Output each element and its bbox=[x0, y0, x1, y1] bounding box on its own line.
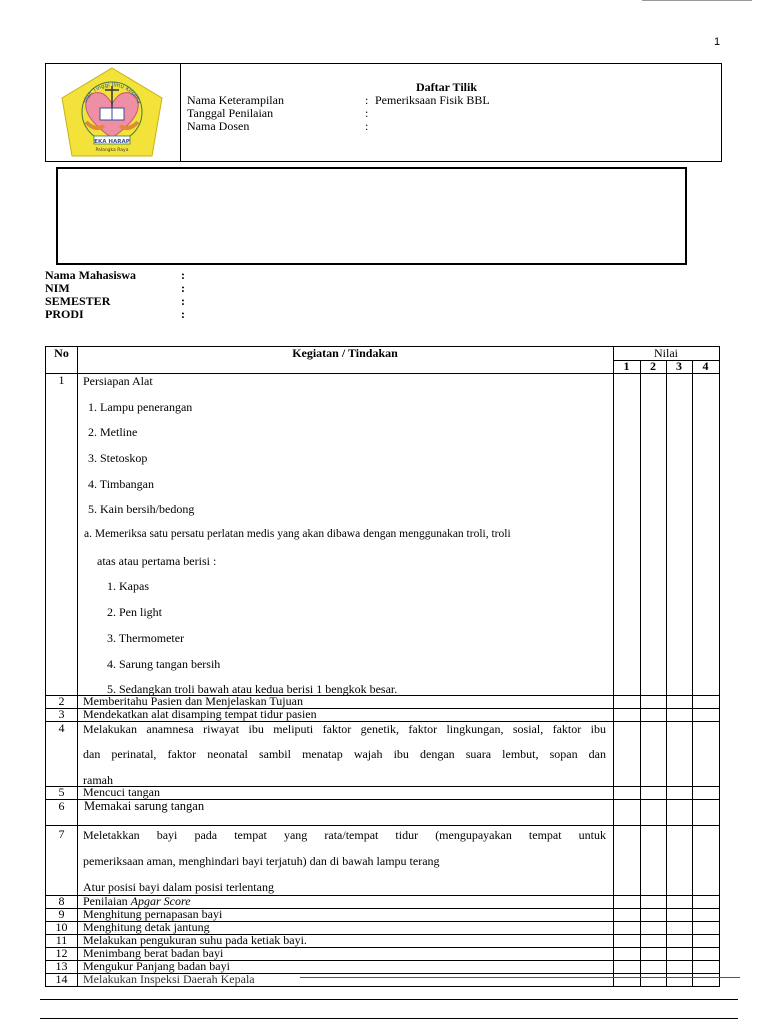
list-item: 5. Sedangkan troli bawah atau kedua berisi 1 bengkok besar. bbox=[107, 682, 398, 696]
list-item: 4. Sarung tangan bersih bbox=[107, 657, 221, 671]
student-info bbox=[45, 269, 185, 321]
list-item: 3. Thermometer bbox=[107, 631, 185, 645]
logo-cell bbox=[46, 64, 181, 161]
score-col-1: 1 bbox=[623, 359, 630, 373]
row-text: pemeriksaan aman, menghindari bayi terjatuh) dan di bawah lampu terang bbox=[83, 854, 440, 868]
student-semester-row: SEMESTER : bbox=[45, 294, 185, 308]
row-text: a. Memeriksa satu persatu perlatan medis yang akan dibawa dengan menggunakan troli, troli bbox=[84, 528, 511, 540]
tool-item: 2. Metline bbox=[88, 425, 138, 439]
page-number: 1 bbox=[714, 36, 721, 48]
header-title: Daftar Tilik bbox=[416, 80, 478, 94]
score-col-3: 3 bbox=[676, 359, 682, 373]
row-text: Penilaian Apgar Score bbox=[83, 894, 191, 908]
tool-item: 1. Lampu penerangan bbox=[88, 400, 193, 414]
row-text: Mengukur Panjang badan bayi bbox=[83, 959, 230, 973]
student-name-row: Nama Mahasiswa : bbox=[45, 268, 185, 282]
row-text: Meletakkan bayi pada tempat yang rata/tempat tidur (mengupayakan tempat untuk bbox=[83, 828, 606, 842]
col-header-activity: Kegiatan / Tindakan bbox=[292, 346, 398, 360]
row-text: Menghitung pernapasan bayi bbox=[83, 907, 223, 921]
row-text: Mendekatkan alat disamping tempat tidur pasien bbox=[83, 707, 317, 721]
student-nim-row: NIM : bbox=[45, 281, 185, 295]
col-header-score: Nilai bbox=[654, 346, 678, 360]
score-col-2: 2 bbox=[650, 359, 656, 373]
row-divider bbox=[46, 825, 719, 826]
bottom-rule bbox=[40, 1018, 738, 1019]
row-number: 8 bbox=[58, 894, 65, 908]
row-number: 13 bbox=[55, 959, 68, 973]
list-item: 1. Kapas bbox=[107, 579, 149, 593]
header-row-date: Tanggal Penilaian : bbox=[187, 106, 369, 120]
student-prodi-row: PRODI : bbox=[45, 307, 185, 321]
row-text: Melakukan anamnesa riwayat ibu meliputi faktor genetik, faktor lingkungan, sosial, faktor ibu bbox=[83, 722, 606, 736]
row-number: 9 bbox=[58, 907, 65, 921]
svg-text:EKA HARAP: EKA HARAP bbox=[94, 139, 130, 145]
col-divider bbox=[692, 360, 693, 986]
svg-text:Palangka Raya: Palangka Raya bbox=[95, 148, 129, 153]
row-text: Melakukan pengukuran suhu pada ketiak bayi. bbox=[83, 933, 307, 947]
tool-item: 3. Stetoskop bbox=[88, 451, 148, 465]
row-text: atas atau pertama berisi : bbox=[97, 554, 217, 568]
list-item: 2. Pen light bbox=[107, 605, 163, 619]
row-text: Atur posisi bayi dalam posisi terlentang bbox=[83, 880, 274, 894]
col-divider bbox=[640, 360, 641, 986]
svg-text:Sekolah Tinggi Ilmu Kesehatan: olah Tinggi Ilmu Keseha bbox=[82, 82, 142, 105]
row-number: 6 bbox=[58, 799, 65, 813]
checklist-table bbox=[45, 346, 720, 987]
bottom-rule bbox=[300, 977, 740, 978]
score-col-4: 4 bbox=[702, 359, 709, 373]
row-text: ramah bbox=[83, 773, 113, 787]
row-number: 3 bbox=[58, 707, 65, 721]
header-box bbox=[45, 63, 722, 162]
row-number: 14 bbox=[55, 972, 68, 986]
top-rule bbox=[642, 0, 752, 1]
row-number: 1 bbox=[58, 373, 65, 387]
col-divider bbox=[77, 347, 78, 986]
row-text: Menghitung detak jantung bbox=[83, 920, 210, 934]
tool-item: 4. Timbangan bbox=[88, 477, 155, 491]
row-text: Menimbang berat badan bayi bbox=[83, 946, 224, 960]
row-text: Melakukan Inspeksi Daerah Kepala bbox=[83, 972, 255, 986]
tool-item: 5. Kain bersih/bedong bbox=[88, 502, 195, 516]
row-number: 11 bbox=[55, 933, 68, 947]
header-row-lecturer: Nama Dosen : bbox=[187, 119, 369, 133]
row-text: Persiapan Alat bbox=[83, 374, 153, 388]
row-text: dan perinatal, faktor neonatal sambil menatap wajah ibu dengan suara lembut, sopan dan bbox=[83, 747, 606, 761]
blank-notes-box bbox=[56, 167, 687, 265]
bottom-rule bbox=[40, 999, 738, 1000]
row-number: 5 bbox=[58, 785, 65, 799]
row-number: 10 bbox=[55, 920, 68, 934]
row-text: Mencuci tangan bbox=[83, 785, 160, 799]
header-row-skill: Nama Keterampilan : Pemeriksaan Fisik BBL bbox=[187, 93, 490, 107]
row-number: 7 bbox=[58, 827, 65, 841]
row-text: Memberitahu Pasien dan Menjelaskan Tujuan bbox=[83, 694, 303, 708]
row-number: 2 bbox=[58, 694, 65, 708]
row-number: 4 bbox=[58, 721, 65, 735]
col-divider bbox=[613, 347, 614, 986]
school-logo-icon bbox=[56, 64, 168, 164]
col-divider bbox=[666, 360, 667, 986]
row-text: Memakai sarung tangan bbox=[84, 799, 205, 813]
row-number: 12 bbox=[55, 946, 68, 960]
col-header-no: No bbox=[54, 346, 69, 360]
